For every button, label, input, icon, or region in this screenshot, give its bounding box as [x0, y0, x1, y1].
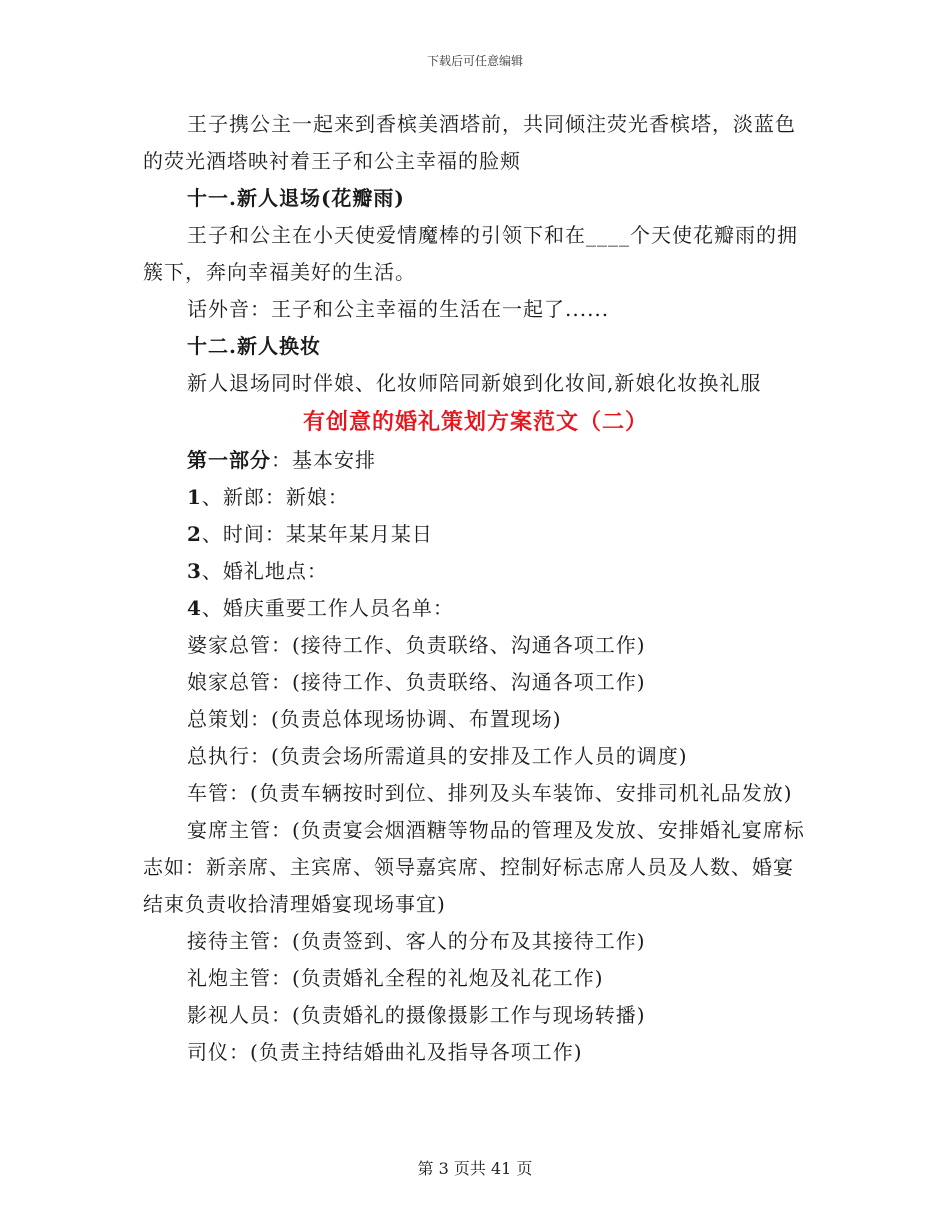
part1-label: 第一部分	[187, 448, 271, 472]
paragraph-champagne-tower: 王子携公主一起来到香槟美酒塔前，共同倾注荧光香槟塔，淡蓝色的荧光酒塔映衬着王子和公主幸福的脸颊	[143, 112, 796, 173]
paragraph-exit: 王子和公主在小天使爱情魔棒的引领下和在____个天使花瓣雨的拥簇下，奔向幸福美好的生活。	[143, 223, 798, 284]
list-text: 、婚庆重要工作人员名单：	[201, 596, 454, 620]
list-number: 4	[187, 596, 202, 620]
heading-section-12: 十二.新人换妆	[187, 334, 321, 358]
list-text: 、婚礼地点：	[201, 559, 328, 583]
list-number: 1	[187, 485, 202, 509]
role-paragraph: 娘家总管：(接待工作、负责联络、沟通各项工作)	[187, 670, 646, 694]
part1-heading	[143, 442, 808, 479]
paragraph-voiceover: 话外音：王子和公主幸福的生活在一起了......	[187, 297, 610, 321]
role-paragraph: 婆家总管：(接待工作、负责联络、沟通各项工作)	[187, 633, 646, 657]
page-header: 下载后可任意编辑	[426, 54, 523, 68]
role-paragraph: 车管：(负责车辆按时到位、排列及头车装饰、安排司机礼品发放)	[187, 781, 793, 805]
document-body	[143, 106, 808, 1071]
list-item	[143, 590, 808, 627]
list-item	[143, 516, 808, 553]
page-footer: 第 3 页共 41 页	[417, 1159, 533, 1178]
list-text: 、时间：某某年某月某日	[201, 522, 433, 546]
role-paragraph: 司仪：(负责主持结婚曲礼及指导各项工作)	[187, 1040, 583, 1064]
role-paragraph: 影视人员：(负责婚礼的摄像摄影工作与现场转播)	[187, 1003, 646, 1027]
role-paragraph: 总执行：(负责会场所需道具的安排及工作人员的调度)	[187, 744, 688, 768]
section-title: 有创意的婚礼策划方案范文（二）	[302, 409, 648, 435]
role-paragraph: 接待主管：(负责签到、客人的分布及其接待工作)	[187, 929, 646, 953]
list-number: 3	[187, 559, 202, 583]
heading-section-11: 十一.新人退场(花瓣雨)	[187, 186, 405, 210]
list-text: 、新郎：新娘：	[201, 485, 349, 509]
list-number: 2	[187, 522, 202, 546]
role-paragraph: 宴席主管：(负责宴会烟酒糖等物品的管理及发放、安排婚礼宴席标志如：新亲席、主宾席、领导嘉宾席、控制好标志席人员及人数、婚宴结束负责收拾清理婚宴现场事宜)	[143, 818, 805, 916]
list-item	[143, 553, 808, 590]
role-paragraph: 总策划：(负责总体现场协调、布置现场)	[187, 707, 562, 731]
paragraph-makeup-change: 新人退场同时伴娘、化妆师陪同新娘到化妆间,新娘化妆换礼服	[187, 371, 762, 395]
part1-rest: ：基本安排	[271, 448, 376, 472]
role-paragraph: 礼炮主管：(负责婚礼全程的礼炮及礼花工作)	[187, 966, 604, 990]
list-item	[143, 479, 808, 516]
